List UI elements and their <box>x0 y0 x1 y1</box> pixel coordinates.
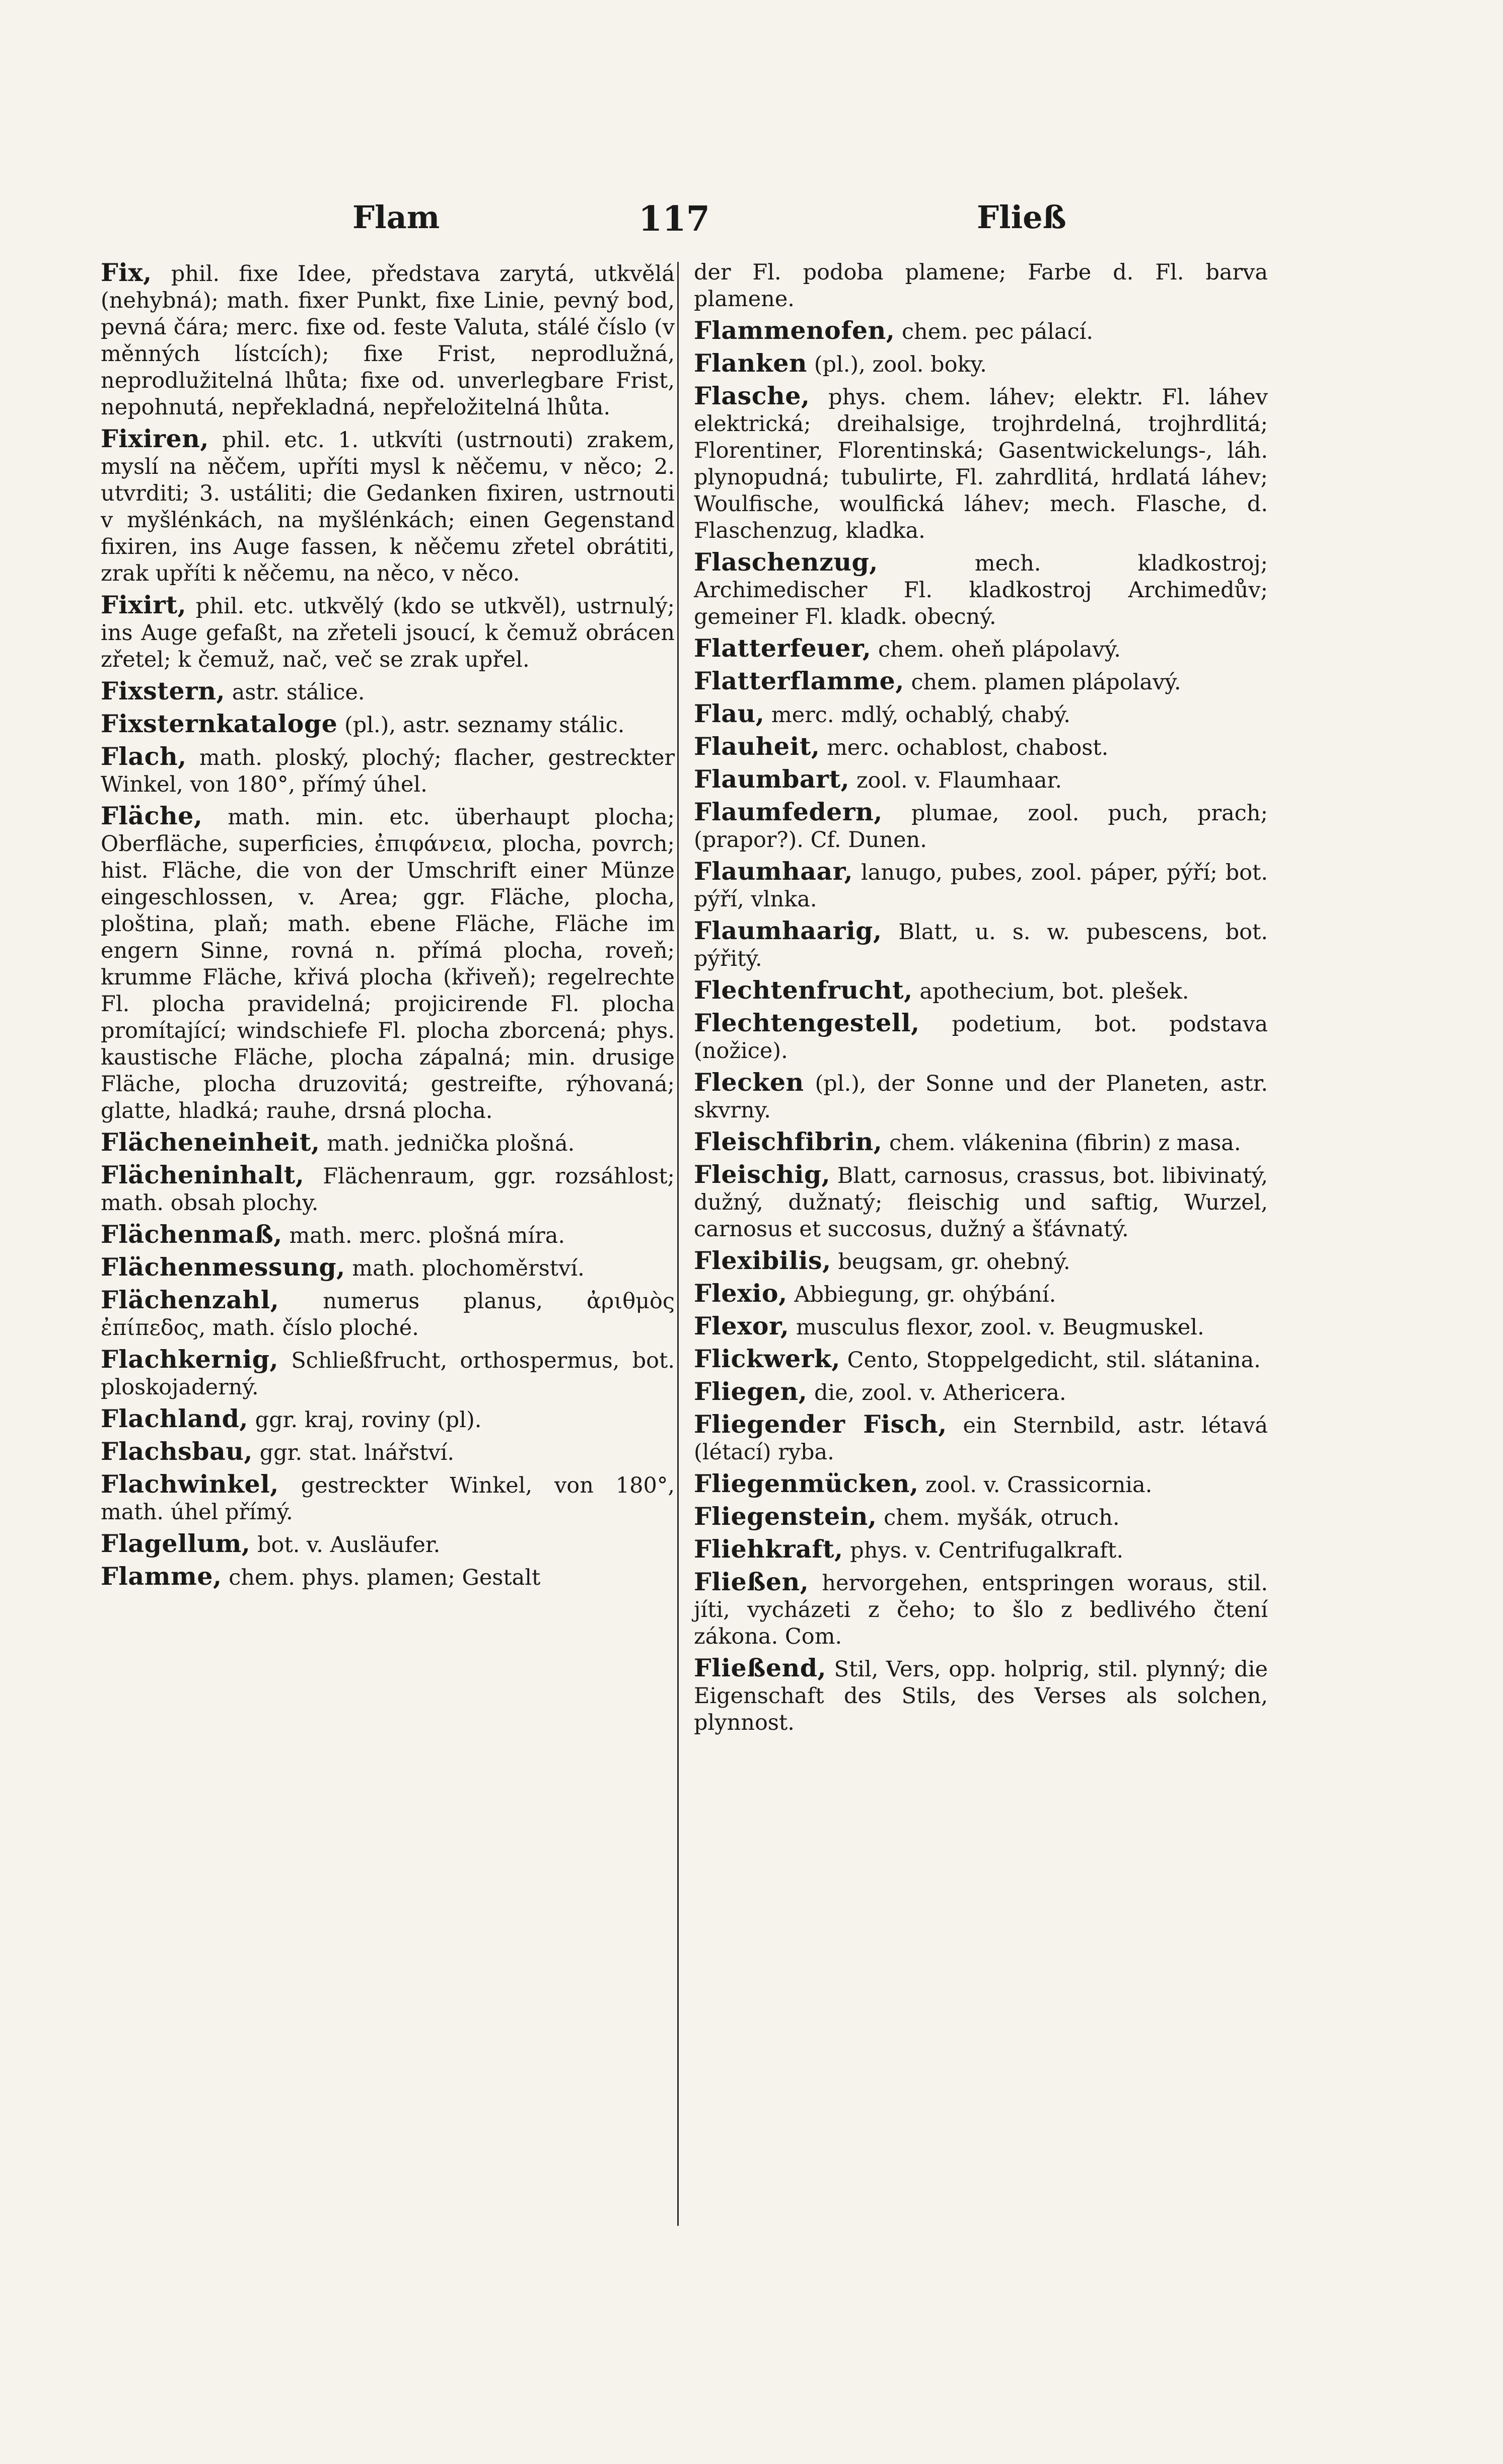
entry-headword: Fliegender Fisch, <box>694 1410 947 1439</box>
entry-headword: Fixirt, <box>101 590 187 619</box>
entry-headword: Flaschenzug, <box>694 547 878 577</box>
entry-definition: merc. mdlý, ochablý, chabý. <box>771 702 1070 728</box>
entry-definition: math. ploský, plochý; flacher, gestreckter Winkel, von 180°, přímý úhel. <box>101 745 675 797</box>
entry-definition: gestreckter Winkel, von 180°, math. úhel přímý. <box>101 1473 675 1525</box>
entry-definition: chem. phys. plamen; Gestalt <box>229 1565 541 1590</box>
dictionary-entry <box>101 1162 675 1217</box>
dictionary-entry <box>694 1378 1268 1406</box>
entry-headword: Flau, <box>694 699 765 728</box>
entry-headword: Flaumfedern, <box>694 797 883 826</box>
entry-definition: (pl.), zool. boky. <box>814 352 987 377</box>
column-divider <box>677 262 679 2226</box>
entry-headword: Flaumbart, <box>694 764 850 794</box>
dictionary-entry <box>694 383 1268 544</box>
dictionary-entry <box>101 1129 675 1157</box>
right-column <box>694 259 1268 1741</box>
entry-definition: hervorgehen, entspringen woraus, stil. jíti, vycházeti z čeho; to šlo z bedlivého čtení zákona. Com. <box>694 1571 1268 1649</box>
entry-headword: Flachsbau, <box>101 1437 253 1466</box>
dictionary-entry <box>694 766 1268 794</box>
entry-definition: chem. pec pálací. <box>901 319 1094 344</box>
entry-headword: Flächeneinheit, <box>101 1128 320 1157</box>
page-header <box>0 199 1503 244</box>
dictionary-entry <box>694 635 1268 663</box>
dictionary-entry <box>694 1470 1268 1499</box>
entry-definition: phil. etc. utkvělý (kdo se utkvěl), ustrnulý; ins Auge gefaßt, na zřeteli jsoucí, k čemuž obrácen zřetel; k čemuž, nač, več se zrak upřel. <box>101 594 675 672</box>
entry-headword: Flach, <box>101 742 187 771</box>
entry-headword: Flatterfeuer, <box>694 633 872 663</box>
entry-headword: Flauheit, <box>694 732 820 761</box>
dictionary-entry <box>101 1346 675 1401</box>
dictionary-entry <box>101 1471 675 1526</box>
entry-headword: Flexor, <box>694 1311 790 1341</box>
dictionary-entry <box>694 1503 1268 1531</box>
entry-definition: phys. v. Centrifugalkraft. <box>850 1538 1123 1563</box>
entry-headword: Flächeninhalt, <box>101 1160 305 1189</box>
dictionary-entry <box>101 1287 675 1342</box>
entry-headword: Flachkernig, <box>101 1345 279 1374</box>
dictionary-entry <box>101 592 675 673</box>
dictionary-entry <box>101 678 675 706</box>
entry-definition: ggr. stat. lnářství. <box>259 1440 455 1465</box>
entry-headword: Flächenmessung, <box>101 1252 345 1282</box>
entry-definition: phil. fixe Idee, představa zarytá, utkvělá (nehybná); math. fixer Punkt, fixe Linie, pevný bod, pevná čára; merc. fixe od. feste Valuta, stálé číslo (v měnných lístcích); fixe Frist, neprodlužná, neprodlužitelná lhůta; fixe od. unverlegbare Frist, nepohnutá, nepřekladná, nepřeložitelná lhůta. <box>101 261 675 420</box>
entry-definition: ggr. kraj, roviny (pl). <box>255 1407 482 1433</box>
entry-definition: Blatt, u. s. w. pubescens, bot. pýřitý. <box>694 920 1268 971</box>
entry-definition: chem. plamen plápolavý. <box>911 670 1181 695</box>
entry-headword: Fleischfibrin, <box>694 1127 883 1156</box>
dictionary-entry <box>694 1069 1268 1124</box>
entry-headword: Flickwerk, <box>694 1344 840 1373</box>
entry-headword: Flachwinkel, <box>101 1469 279 1499</box>
dictionary-entry <box>101 426 675 587</box>
entry-headword: Flamme, <box>101 1562 222 1591</box>
dictionary-entry <box>694 350 1268 378</box>
entry-headword: Fläche, <box>101 801 203 830</box>
entry-definition: chem. vlákenina (fibrin) z masa. <box>889 1131 1241 1156</box>
right-guide-word: Fließ <box>977 199 1066 236</box>
entry-definition: math. jednička plošná. <box>327 1131 575 1156</box>
entry-headword: Flagellum, <box>101 1529 251 1558</box>
entry-definition: plumae, zool. puch, prach; (prapor?). Cf. Dunen. <box>694 801 1268 853</box>
entry-definition: zool. v. Crassicornia. <box>925 1472 1153 1498</box>
entry-headword: Flechtenfrucht, <box>694 975 913 1005</box>
entry-definition: lanugo, pubes, zool. páper, pýří; bot. pýří, vlnka. <box>694 860 1268 912</box>
entry-headword: Flanken <box>694 348 808 378</box>
dictionary-entry <box>694 1346 1268 1374</box>
dictionary-entry <box>694 733 1268 761</box>
page-number: 117 <box>638 199 710 239</box>
entry-definition: (pl.), astr. seznamy stálic. <box>344 713 625 738</box>
dictionary-entry <box>694 549 1268 630</box>
dictionary-entry <box>694 700 1268 729</box>
entry-definition: chem. oheň plápolavý. <box>878 637 1121 662</box>
entry-headword: Flatterflamme, <box>694 666 904 695</box>
dictionary-entry <box>694 977 1268 1005</box>
entry-definition: math. merc. plošná míra. <box>289 1223 565 1248</box>
entry-definition: math. min. etc. überhaupt plocha; Oberfläche, superficies, ἐπιφάνεια, plocha, povrch; hist. Fläche, die von der Umschrift einer Münze eingeschlossen, v. Area; ggr. Fläche, plocha, ploština, plaň; math. ebene Fläche, Fläche im engern Sinne, rovná n. přímá plocha, roveň; krumme Fläche, křivá plocha (křiveň); regelrechte Fl. plocha pravidelná; projicirende Fl. plocha promítající; windschiefe Fl. plocha zborcená; phys. kaustische Fläche, plocha zápalná; min. drusige Fläche, plocha druzovitá; gestreifte, rýhovaná; glatte, hladká; rauhe, drsná plocha. <box>101 805 675 1123</box>
dictionary-entry <box>101 803 675 1124</box>
entry-definition: (pl.), der Sonne und der Planeten, astr. skvrny. <box>694 1071 1268 1123</box>
entry-headword: Fliegenstein, <box>694 1502 877 1531</box>
entry-definition: mech. kladkostroj; Archimedischer Fl. kladkostroj Archimedův; gemeiner Fl. kladk. obecný. <box>694 551 1268 629</box>
dictionary-entry <box>694 1655 1268 1736</box>
entry-definition: zool. v. Flaumhaar. <box>856 768 1062 793</box>
dictionary-entry <box>101 1221 675 1249</box>
entry-headword: Fix, <box>101 258 152 287</box>
entry-definition: astr. stálice. <box>232 680 365 705</box>
entry-headword: Fliegen, <box>694 1377 808 1406</box>
entry-definition: die, zool. v. Athericera. <box>814 1380 1066 1405</box>
dictionary-entry <box>694 668 1268 696</box>
entry-headword: Flammenofen, <box>694 316 895 345</box>
entry-definition: math. plochoměrství. <box>352 1256 585 1281</box>
entry-definition: apothecium, bot. plešek. <box>919 979 1189 1004</box>
entry-definition: Abbiegung, gr. ohýbání. <box>794 1282 1056 1307</box>
entry-headword: Fließen, <box>694 1567 809 1596</box>
dictionary-entry <box>694 918 1268 972</box>
dictionary-entry <box>694 1280 1268 1308</box>
dictionary-entry <box>101 1405 675 1434</box>
entry-definition: bot. v. Ausläufer. <box>257 1532 441 1558</box>
entry-definition: merc. ochablost, chabost. <box>827 735 1109 760</box>
entry-definition: der Fl. podoba plamene; Farbe d. Fl. barva plamene. <box>694 260 1268 312</box>
entry-headword: Flächenzahl, <box>101 1285 279 1314</box>
entry-headword: Flachland, <box>101 1404 248 1433</box>
left-guide-word: Flam <box>352 199 440 236</box>
entry-headword: Fliegenmücken, <box>694 1469 919 1498</box>
dictionary-entry <box>694 1129 1268 1157</box>
entry-headword: Flächenmaß, <box>101 1220 282 1249</box>
dictionary-entry <box>101 1438 675 1466</box>
entry-headword: Flexibilis, <box>694 1246 831 1275</box>
entry-definition: Flächenraum, ggr. rozsáhlost; math. obsah plochy. <box>101 1164 675 1216</box>
entry-headword: Fliehkraft, <box>694 1534 843 1564</box>
dictionary-entry <box>694 1313 1268 1341</box>
dictionary-entry <box>694 317 1268 345</box>
dictionary-entry <box>694 1536 1268 1564</box>
entry-definition: Blatt, carnosus, crassus, bot. libivinatý, dužný, dužnatý; fleischig und saftig, Wurzel, carnosus et succosus, dužný a šťávnatý. <box>694 1163 1268 1242</box>
entry-headword: Fixsternkataloge <box>101 709 338 738</box>
entry-headword: Fleischig, <box>694 1160 831 1189</box>
entry-definition: chem. myšák, otruch. <box>884 1505 1120 1530</box>
entry-headword: Flasche, <box>694 381 810 410</box>
entry-definition: podetium, bot. podstava (nožice). <box>694 1012 1268 1064</box>
entry-definition: numerus planus, ἀριθμὸς ἐπίπεδος, math. číslo ploché. <box>101 1289 675 1341</box>
entry-definition: Schließfrucht, orthospermus, bot. ploskojaderný. <box>101 1348 675 1400</box>
dictionary-entry <box>694 1411 1268 1466</box>
dictionary-entry <box>694 799 1268 854</box>
dictionary-entry <box>101 711 675 739</box>
dictionary-entry <box>694 1161 1268 1243</box>
entry-headword: Fixiren, <box>101 424 209 453</box>
dictionary-entry <box>101 259 675 421</box>
dictionary-entry <box>101 743 675 798</box>
entry-headword: Fixstern, <box>101 676 226 706</box>
entry-headword: Flechtengestell, <box>694 1008 920 1037</box>
dictionary-entry <box>694 1569 1268 1650</box>
dictionary-entry <box>694 1010 1268 1065</box>
entry-definition: phys. chem. láhev; elektr. Fl. láhev elektrická; dreihalsige, trojhrdelná, trojhrdlitá; Florentiner, Florentinská; Gasentwickelungs-, láh. plynopudná; tubulirte, Fl. zahrdlitá, hrdlatá láhev; Woulfische, woulfická láhev; mech. Flasche, d. Flaschenzug, kladka. <box>694 385 1268 543</box>
entry-headword: Flaumhaar, <box>694 857 853 886</box>
entry-headword: Fließend, <box>694 1653 827 1682</box>
dictionary-entry <box>101 1254 675 1282</box>
entry-headword: Flaumhaarig, <box>694 916 882 945</box>
entry-definition: phil. etc. 1. utkvíti (ustrnouti) zrakem, myslí na něčem, upříti mysl k něčemu, v něco; 2. utvrditi; 3. ustáliti; die Gedanken fixiren, ustrnouti v myšlénkách, na myšlénkách; einen Gegenstand fixiren, ins Auge fassen, k něčemu zřetel obrátiti, zrak upříti k něčemu, na něco, v něco. <box>101 428 675 586</box>
entry-headword: Flexio, <box>694 1279 788 1308</box>
entry-definition: musculus flexor, zool. v. Beugmuskel. <box>796 1315 1204 1340</box>
entry-definition: Stil, Vers, opp. holprig, stil. plynný; die Eigenschaft des Stils, des Verses als solchen, plynnost. <box>694 1657 1268 1735</box>
dictionary-entry <box>101 1530 675 1559</box>
entry-definition: beugsam, gr. ohebný. <box>838 1249 1070 1275</box>
dictionary-entry <box>694 1247 1268 1276</box>
dictionary-entry <box>101 1563 675 1591</box>
entry-definition: ein Sternbild, astr. létavá (létací) ryba. <box>694 1413 1268 1465</box>
entry-headword: Flecken <box>694 1068 804 1097</box>
dictionary-entry <box>694 858 1268 913</box>
left-column <box>101 259 675 1596</box>
entry-definition: Cento, Stoppelgedicht, stil. slátanina. <box>847 1348 1261 1373</box>
dictionary-entry <box>694 259 1268 313</box>
